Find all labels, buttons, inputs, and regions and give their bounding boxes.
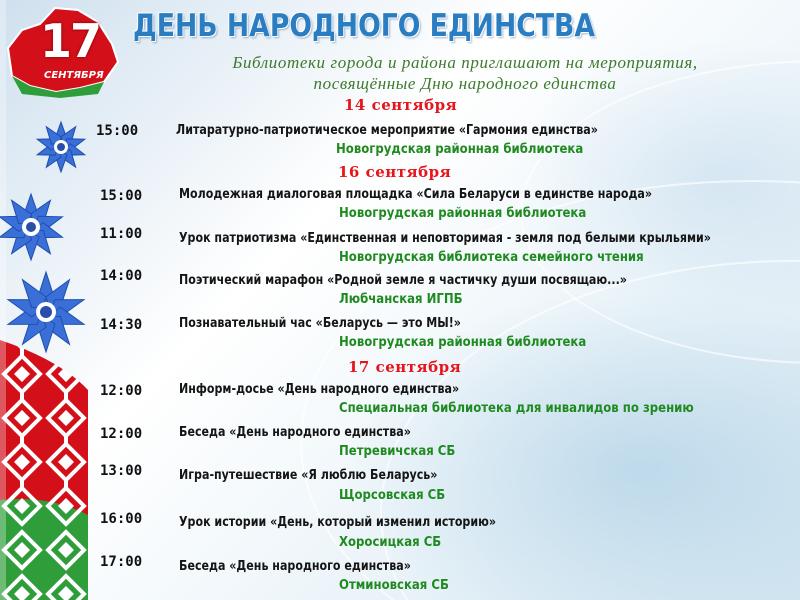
event-time: 13:00 (100, 463, 143, 479)
day-date: 16 сентября (338, 163, 452, 181)
event-title: Урок патриотизма «Единственная и неповторимая - земля под белыми крыльями» (179, 230, 711, 246)
cornflower-icon (0, 192, 66, 262)
event-venue: Хоросицкая СБ (339, 535, 442, 550)
event-time: 11:00 (100, 226, 143, 242)
event-time: 15:00 (100, 188, 143, 204)
page-title: ДЕНЬ НАРОДНОГО ЕДИНСТВА (133, 8, 595, 44)
event-title: Урок истории «День, который изменил историю» (179, 514, 497, 530)
event-time: 15:00 (96, 123, 139, 139)
event-time: 14:30 (100, 317, 143, 333)
event-title: Беседа «День народного единства» (179, 424, 411, 440)
event-venue: Петревичская СБ (339, 444, 456, 459)
event-title: Беседа «День народного единства» (179, 558, 411, 574)
event-title: Литаратурно-патриотическое мероприятие «Гармония единства» (176, 122, 598, 138)
event-title: Молодежная диалоговая площадка «Сила Беларуси в единстве народа» (179, 186, 653, 202)
cornflower-icon (4, 270, 88, 354)
event-time: 12:00 (100, 426, 143, 442)
event-time: 17:00 (100, 554, 143, 570)
event-title: Игра-путешествие «Я люблю Беларусь» (179, 467, 438, 483)
badge-month: СЕНТЯБРЯ (44, 70, 104, 81)
badge-number: 17 (40, 14, 101, 68)
event-title: Информ-досье «День народного единства» (179, 381, 460, 397)
date-badge (0, 0, 130, 100)
event-title: Познавательный час «Беларусь — это МЫ!» (179, 315, 461, 331)
event-time: 12:00 (100, 383, 143, 399)
event-venue: Щорсовская СБ (339, 488, 446, 503)
event-time: 14:00 (100, 268, 143, 284)
event-title: Поэтический марафон «Родной земле я частичку души посвящаю...» (179, 272, 627, 288)
day-date: 14 сентября (344, 96, 458, 114)
event-venue: Отминовская СБ (339, 578, 449, 593)
subtitle-line: посвящённые Дню народного единства (313, 74, 617, 93)
subtitle-line: Библиотеки города и района приглашают на мероприятия, (232, 53, 698, 72)
subtitle (185, 52, 745, 94)
event-venue: Новогрудская районная библиотека (339, 335, 587, 350)
event-venue: Новогрудская районная библиотека (339, 206, 587, 221)
event-venue: Новогрудская районная библиотека (336, 142, 584, 157)
event-venue: Специальная библиотека для инвалидов по зрению (339, 401, 694, 416)
cornflower-icon (34, 120, 88, 174)
event-venue: Новогрудская библиотека семейного чтения (339, 250, 644, 265)
day-date: 17 сентября (348, 358, 462, 376)
event-venue: Любчанская ИГПБ (339, 292, 463, 307)
event-time: 16:00 (100, 511, 143, 527)
